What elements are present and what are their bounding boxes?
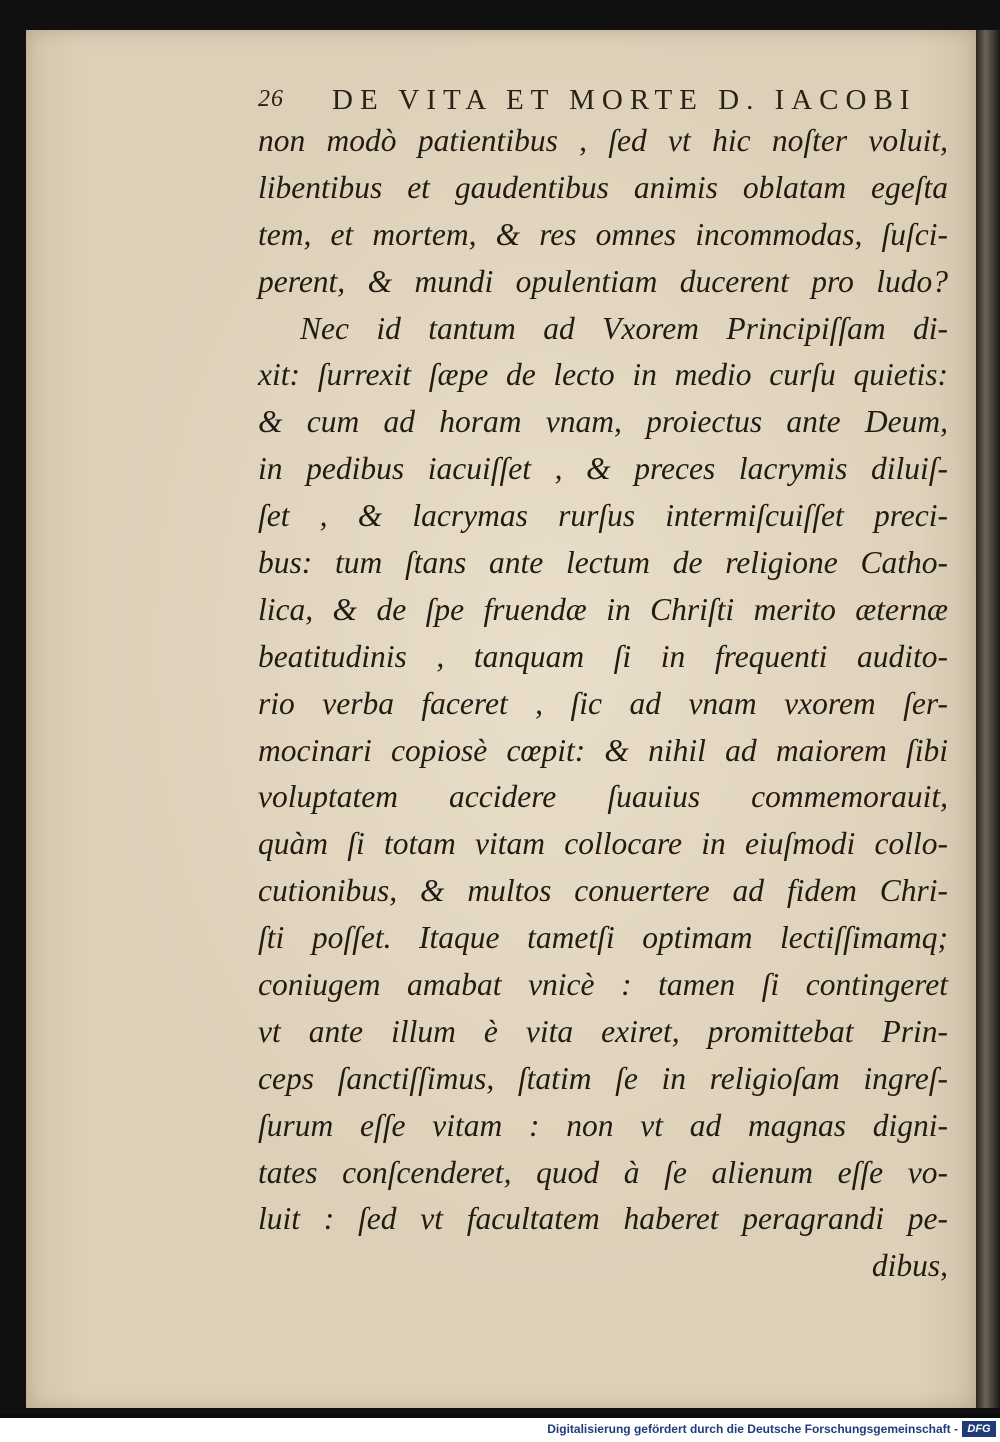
text-line: in pedibus iacuiſſet , & preces lacrymis diluiſ- <box>258 451 948 487</box>
text-line: tem, et mortem, & res omnes incommodas, ſuſci- <box>258 216 948 252</box>
text-line: ſet , & lacrymas rurſus intermiſcuiſſet preci- <box>258 498 948 534</box>
text-line: voluptatem accidere ſuauius commemorauit, <box>258 779 948 815</box>
text-line: non modò patientibus , ſed vt hic noſter voluit, <box>258 123 948 158</box>
text-line: perent, & mundi opulentiam ducerent pro ludo? <box>258 263 948 299</box>
footer-bar <box>0 1418 1000 1442</box>
text-line: xit: ſurrexit ſæpe de lecto in medio curſu quietis: <box>258 357 948 393</box>
text-line: bus: tum ſtans ante lectum de religione Catho- <box>258 545 948 581</box>
text-line: libentibus et gaudentibus animis oblatam egeſta <box>258 169 948 205</box>
catchword: dibus, <box>871 1248 948 1284</box>
text-line: ſti poſſet. Itaque tametſi optimam lectiſſimamq; <box>258 920 948 956</box>
text-line: mocinari copiosè cœpit: & nihil ad maiorem ſibi <box>258 732 948 768</box>
dfg-logo: DFG <box>962 1421 996 1437</box>
text-line: rio verba faceret , ſic ad vnam vxorem ſer- <box>258 685 948 721</box>
text-line: & cum ad horam vnam, proiectus ante Deum, <box>258 404 948 440</box>
running-title: DE VITA ET MORTE D. IACOBI <box>332 84 917 116</box>
page-number: 26 <box>258 86 284 112</box>
body-text <box>258 118 948 1290</box>
text-line: coniugem amabat vnicè : tamen ſi contingeret <box>258 967 948 1003</box>
text-line: lica, & de ſpe fruendæ in Chriſti merito æternæ <box>258 591 948 627</box>
page-edge <box>976 30 1000 1408</box>
text-line: cutionibus, & multos conuertere ad fidem Chri- <box>258 873 948 909</box>
text-line: ſurum eſſe vitam : non vt ad magnas digni- <box>258 1107 948 1143</box>
text-line: quàm ſi totam vitam collocare in eiuſmodi collo- <box>258 826 948 862</box>
text-line: beatitudinis , tanquam ſi in frequenti audito- <box>258 638 948 674</box>
text-line: luit : ſed vt facultatem haberet peragrandi pe- <box>258 1201 948 1237</box>
text-line: ceps ſanctiſſimus, ſtatim ſe in religioſam ingreſ- <box>258 1060 948 1096</box>
text-line: vt ante illum è vita exiret, promittebat Prin- <box>258 1013 948 1049</box>
funding-notice: Digitalisierung gefördert durch die Deutsche Forschungsgemeinschaft - <box>547 1422 958 1436</box>
text-line-paragraph-start: Nec id tantum ad Vxorem Principiſſam di- <box>300 310 948 346</box>
text-line: tates conſcenderet, quod à ſe alienum eſſe vo- <box>258 1154 948 1190</box>
